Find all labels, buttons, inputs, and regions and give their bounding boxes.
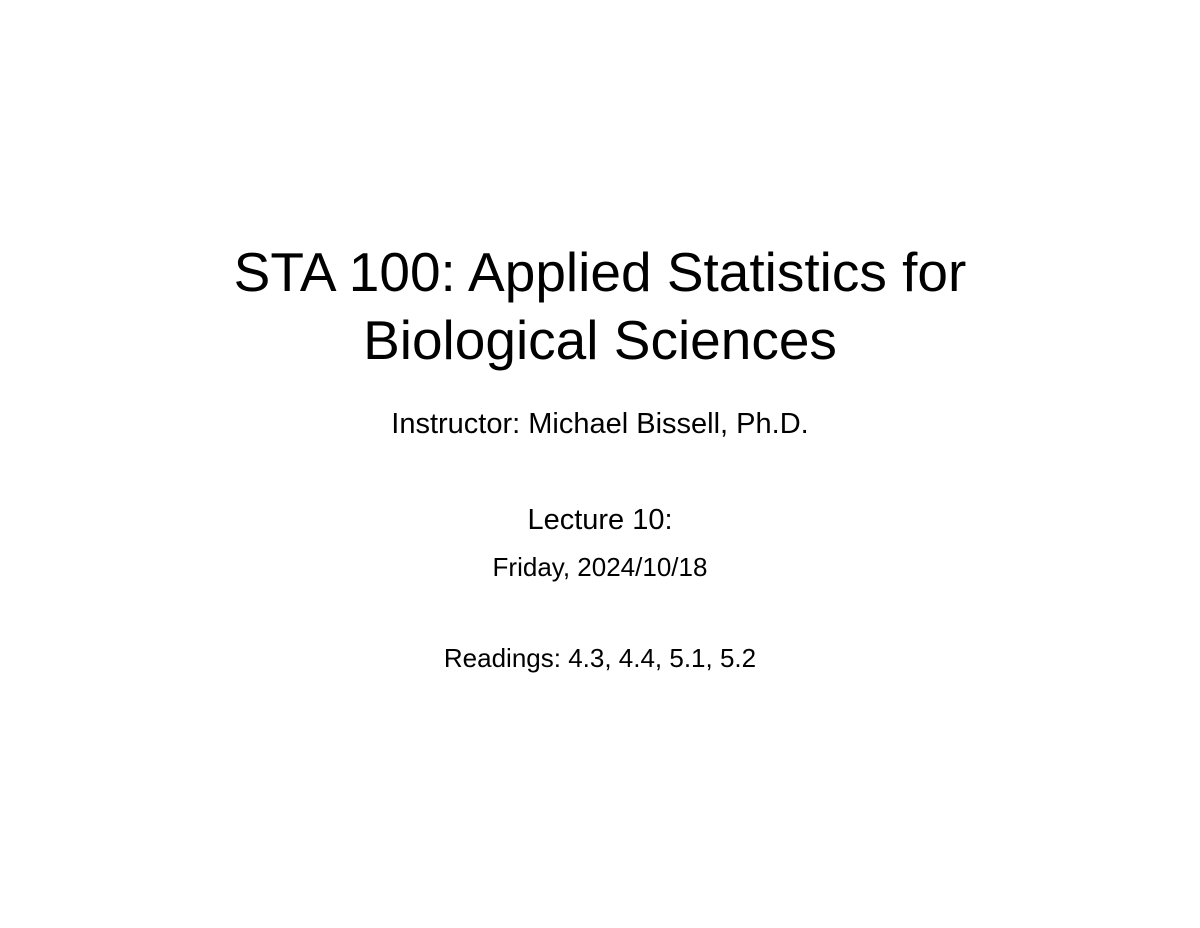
instructor-text: Instructor: Michael Bissell, Ph.D. xyxy=(391,408,809,440)
slide-title xyxy=(100,238,1100,374)
slide-title-line-1: STA 100: Applied Statistics for xyxy=(233,241,967,303)
readings-text: Readings: 4.3, 4.4, 5.1, 5.2 xyxy=(443,643,757,673)
slide-title-line-2: Biological Sciences xyxy=(363,309,837,371)
lecture-number: Lecture 10: xyxy=(527,504,673,536)
lecture-date: Friday, 2024/10/18 xyxy=(492,552,708,582)
